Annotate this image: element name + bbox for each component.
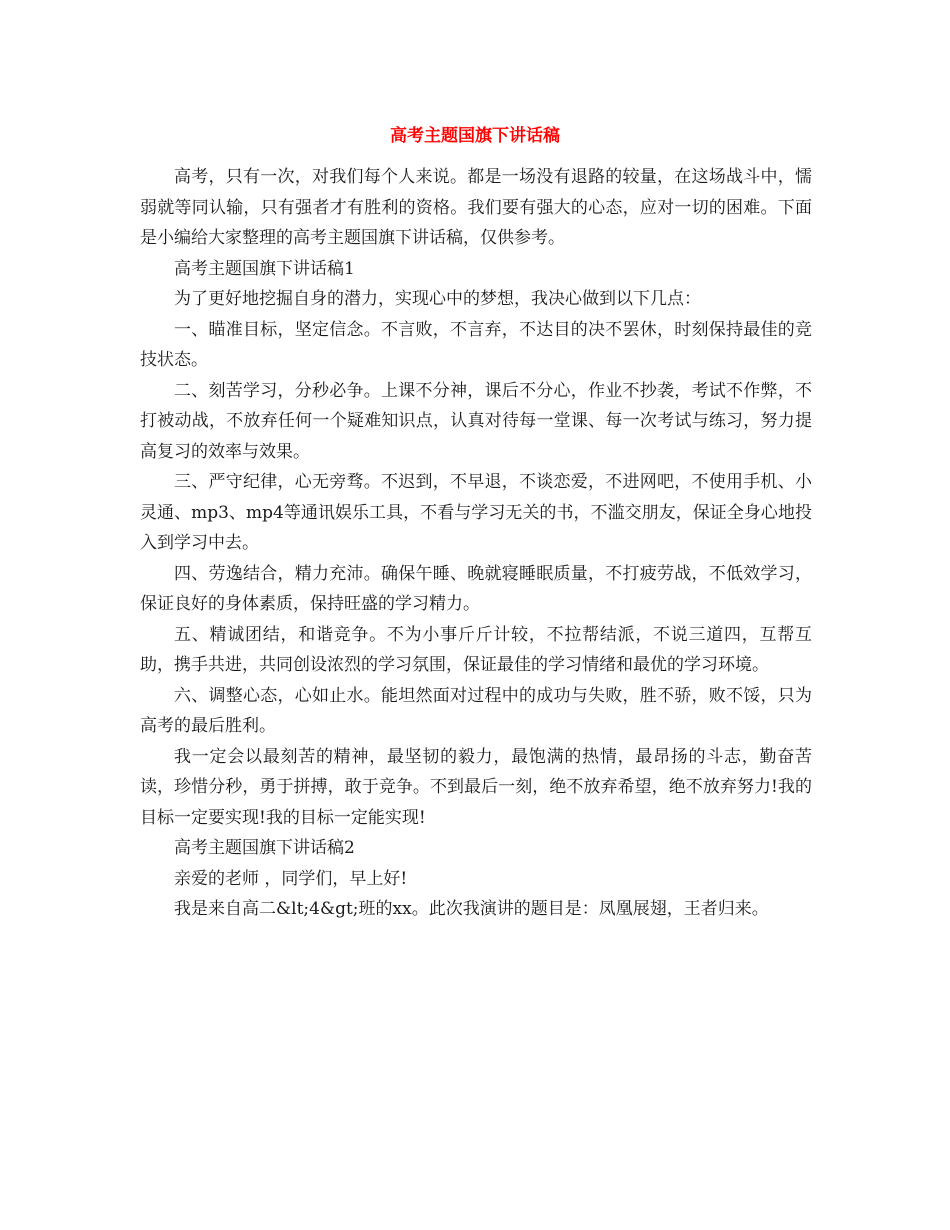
list-item-6: 六、调整心态，心如止水。能坦然面对过程中的成功与失败，胜不骄，败不馁，只为高考的最后胜利。 xyxy=(140,685,812,736)
greeting: 亲爱的老师 ，同学们，早上好! xyxy=(174,868,408,889)
paragraph-intro: 高考，只有一次，对我们每个人来说。都是一场没有退路的较量，在这场战斗中，懦弱就等同认输，只有强者才有胜利的资格。我们要有强大的心态，应对一切的困难。下面是小编给大家整理的高考主题国旗下讲话稿，仅供参考。 xyxy=(140,167,812,248)
section-heading-2: 高考主题国旗下讲话稿2 xyxy=(174,838,355,858)
list-item-3: 三、严守纪律，心无旁骛。不迟到，不早退，不谈恋爱，不进网吧，不使用手机、小灵通、mp3、mp4等通讯娱乐工具，不看与学习无关的书，不滥交朋友，保证全身心地投入到学习中去。 xyxy=(140,472,812,553)
paragraph-resolution: 我一定会以最刻苦的精神，最坚韧的毅力，最饱满的热情，最昂扬的斗志，勤奋苦读，珍惜分秒，勇于拼搏，敢于竞争。不到最后一刻，绝不放弃希望，绝不放弃努力!我的目标一定要实现!我的目标一定能实现! xyxy=(140,746,812,828)
section-heading-1: 高考主题国旗下讲话稿1 xyxy=(174,258,355,279)
list-item-2: 二、刻苦学习，分秒必争。上课不分神，课后不分心，作业不抄袭，考试不作弊，不打被动战，不放弃任何一个疑难知识点，认真对待每一堂课、每一次考试与练习，努力提高复习的效率与效果。 xyxy=(140,380,812,462)
list-item-4: 四、劳逸结合，精力充沛。确保午睡、晚就寝睡眠质量，不打疲劳战，不低效学习，保证良好的身体素质，保持旺盛的学习精力。 xyxy=(140,563,812,614)
paragraph: 为了更好地挖掘自身的潜力，实现心中的梦想，我决心做到以下几点： xyxy=(174,289,701,309)
list-item-5: 五、精诚团结，和谐竞争。不为小事斤斤计较，不拉帮结派，不说三道四，互帮互助，携手共进，共同创设浓烈的学习氛围，保证最佳的学习情绪和最优的学习环境。 xyxy=(140,624,812,675)
paragraph: 我是来自高二&lt;4&gt;班的xx。此次我演讲的题目是：凤凰展翅，王者归来。 xyxy=(174,899,769,919)
list-item-1: 一、瞄准目标，坚定信念。不言败，不言弃，不达目的决不罢休，时刻保持最佳的竞技状态。 xyxy=(140,319,812,370)
document-body xyxy=(140,162,812,925)
document-title: 高考主题国旗下讲话稿 xyxy=(390,126,560,146)
